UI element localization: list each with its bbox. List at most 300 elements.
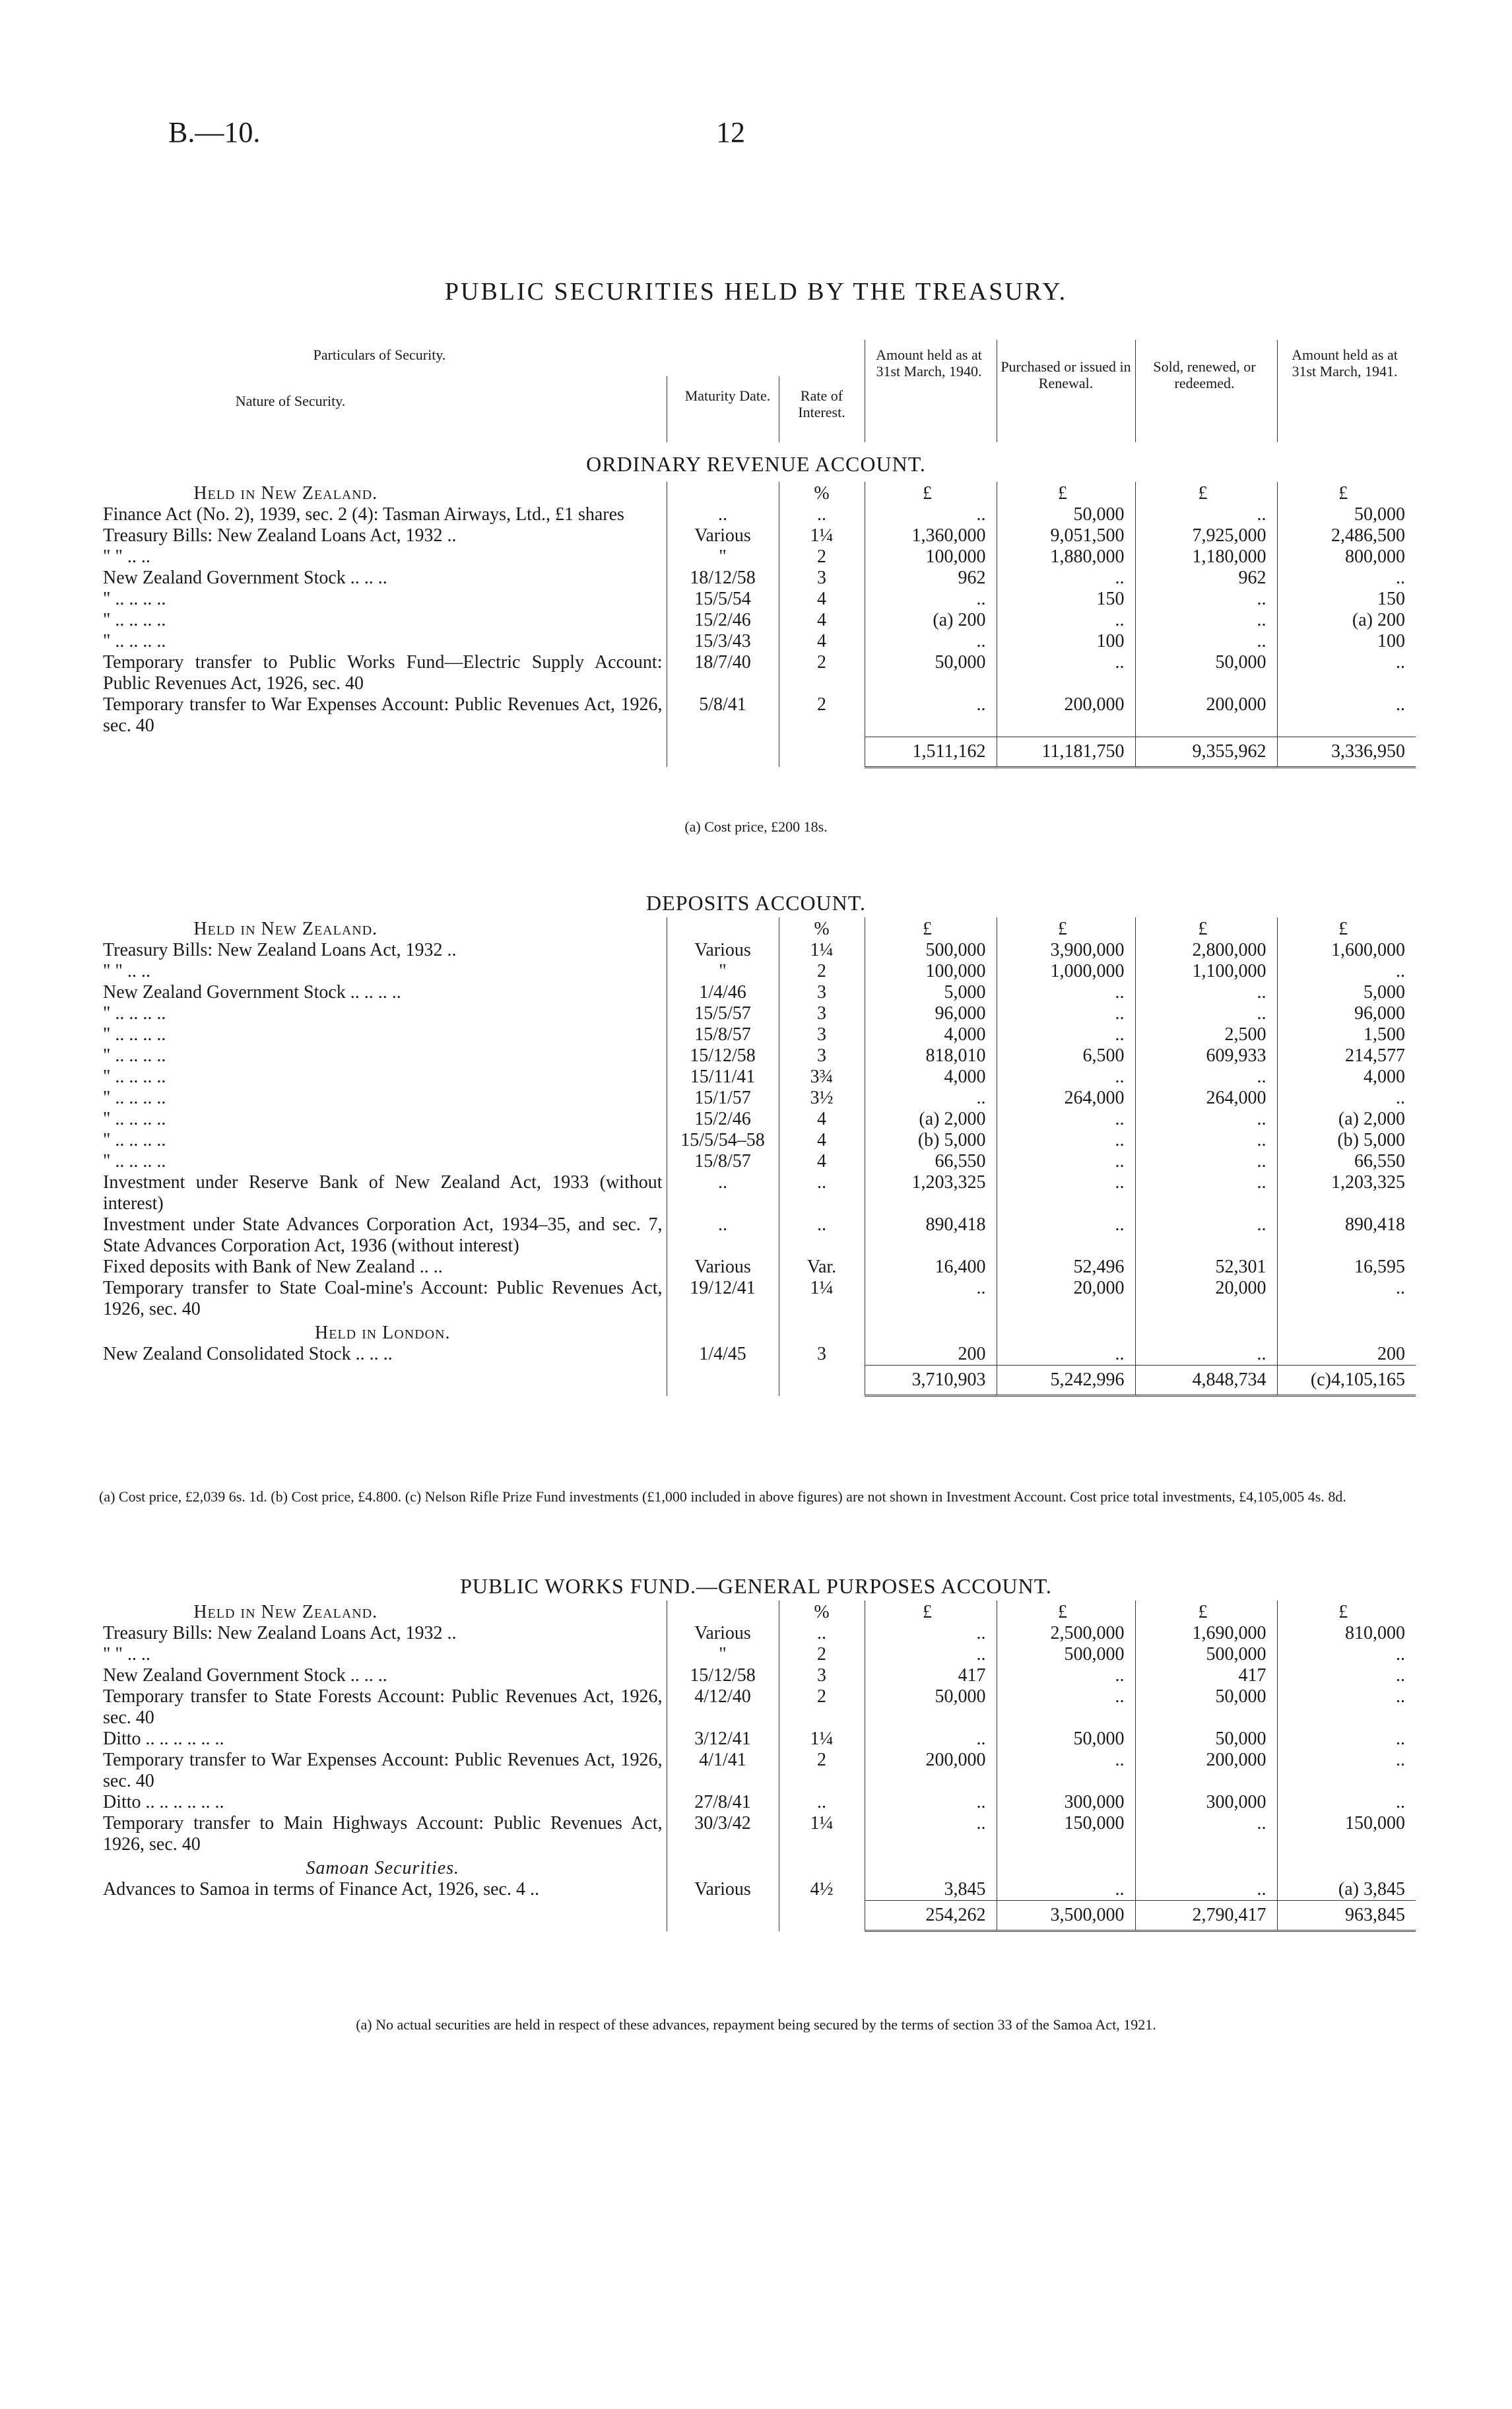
interest-rate: 3	[779, 1003, 865, 1024]
interest-rate: 3¾	[779, 1067, 865, 1088]
security-particulars: New Zealand Government Stock .. .. ..	[103, 1665, 387, 1686]
table-row	[99, 504, 1416, 525]
maturity-date: 1/4/46	[667, 982, 779, 1003]
interest-rate: 2	[779, 1686, 865, 1729]
ordinary-footnote: (a) Cost price, £200 18s.	[684, 818, 828, 835]
amount-purchased: ..	[997, 1003, 1135, 1024]
amount-purchased: 1,880,000	[997, 546, 1135, 568]
amount-held-1940: ..	[865, 1623, 997, 1644]
table-row	[99, 940, 1416, 961]
security-particulars: " .. .. .. ..	[103, 1024, 166, 1045]
amount-held-1941: ..	[1277, 1665, 1416, 1686]
maturity-date: 19/12/41	[667, 1278, 779, 1320]
security-particulars: Temporary transfer to State Coal-mine's Account: Public Revenues Act, 1926, sec. 40	[103, 1278, 663, 1319]
interest-rate: 3	[779, 1045, 865, 1067]
maturity-date: Various	[667, 1257, 779, 1278]
interest-rate: 4½	[779, 1879, 865, 1900]
amount-sold: 300,000	[1135, 1792, 1277, 1813]
maturity-date: ..	[667, 1214, 779, 1257]
amount-held-1940: ..	[865, 504, 997, 525]
amount-sold: 200,000	[1135, 694, 1277, 737]
maturity-date: 15/1/57	[667, 1088, 779, 1109]
deposits-footnote: (a) Cost price, £2,039 6s. 1d. (b) Cost price, £4.800. (c) Nelson Rifle Prize Fund investments (£1,000 included in above figures) are not shown in Investment Account. Cost price total investments, £4,105,005 4s. 8d.	[99, 1488, 1346, 1505]
amount-sold: ..	[1135, 982, 1277, 1003]
amount-held-1941: (a) 200	[1277, 610, 1416, 631]
total-amount: 3,336,950	[1277, 737, 1416, 767]
pound-symbol: £	[1277, 482, 1416, 504]
total-amount: 1,511,162	[865, 737, 997, 767]
column-headings	[99, 340, 1416, 446]
amount-held-1941: 800,000	[1277, 546, 1416, 568]
amount-sold: 1,100,000	[1135, 961, 1277, 982]
security-particulars: Treasury Bills: New Zealand Loans Act, 1932 ..	[103, 940, 457, 960]
amount-purchased: ..	[997, 568, 1135, 589]
amount-sold: ..	[1135, 1109, 1277, 1130]
amount-sold: ..	[1135, 1879, 1277, 1900]
page-title: PUBLIC SECURITIES HELD BY THE TREASURY.	[444, 278, 1068, 306]
amount-held-1940: 66,550	[865, 1151, 997, 1172]
table-row	[99, 1024, 1416, 1045]
pound-symbol: £	[1277, 917, 1416, 940]
held-in-london-heading-label: Held in London.	[314, 1323, 451, 1343]
amount-sold: 20,000	[1135, 1278, 1277, 1320]
samoan-securities-heading-label: Samoan Securities.	[306, 1858, 460, 1878]
security-particulars: " .. .. .. ..	[103, 1088, 166, 1108]
blank-cell	[865, 1855, 997, 1879]
maturity-date: 15/11/41	[667, 1067, 779, 1088]
blank-cell	[1135, 1855, 1277, 1879]
amount-held-1940: 96,000	[865, 1003, 997, 1024]
blank-cell	[779, 1366, 865, 1396]
table-row	[99, 1067, 1416, 1088]
amount-held-1941: 810,000	[1277, 1623, 1416, 1644]
blank-cell	[667, 482, 779, 504]
security-particulars: Ditto .. .. .. .. .. ..	[103, 1729, 224, 1749]
table-row	[99, 1623, 1416, 1644]
table-row	[99, 961, 1416, 982]
col-particulars: Particulars of Security.	[313, 346, 446, 363]
maturity-date: ..	[667, 1172, 779, 1214]
amount-held-1940: 890,418	[865, 1214, 997, 1257]
amount-sold: ..	[1135, 1214, 1277, 1257]
amount-sold: ..	[1135, 1067, 1277, 1088]
blank-cell	[779, 1855, 865, 1879]
security-particulars: Temporary transfer to Main Highways Account: Public Revenues Act, 1926, sec. 40	[103, 1813, 663, 1855]
total-amount: 5,242,996	[997, 1366, 1135, 1396]
table-row	[99, 568, 1416, 589]
interest-rate: 2	[779, 961, 865, 982]
amount-held-1941: (a) 3,845	[1277, 1879, 1416, 1900]
blank-cell	[779, 1320, 865, 1344]
blank-cell	[667, 737, 779, 767]
amount-purchased: 300,000	[997, 1792, 1135, 1813]
amount-held-1941: ..	[1277, 1088, 1416, 1109]
table-row	[99, 1686, 1416, 1729]
amount-held-1940: ..	[865, 1813, 997, 1855]
amount-held-1941: ..	[1277, 694, 1416, 737]
maturity-date: ..	[667, 504, 779, 525]
totals-row	[99, 737, 1416, 767]
interest-rate: ..	[779, 1172, 865, 1214]
maturity-date: 4/12/40	[667, 1686, 779, 1729]
amount-held-1941: 16,595	[1277, 1257, 1416, 1278]
percent-symbol: %	[779, 917, 865, 940]
amount-held-1940: ..	[865, 1644, 997, 1665]
security-particulars: Ditto .. .. .. .. .. ..	[103, 1792, 224, 1812]
page-header	[0, 116, 1512, 155]
security-particulars: " .. .. .. ..	[103, 1045, 166, 1066]
pound-symbol: £	[1135, 482, 1277, 504]
security-particulars: New Zealand Government Stock .. .. ..	[103, 568, 387, 588]
maturity-date: 15/5/54	[667, 589, 779, 610]
amount-sold: 417	[1135, 1665, 1277, 1686]
interest-rate: ..	[779, 1792, 865, 1813]
amount-held-1941: 100	[1277, 631, 1416, 652]
table-row	[99, 652, 1416, 694]
col-sold: Sold, renewed, or redeemed.	[1153, 358, 1256, 391]
interest-rate: 1¼	[779, 1278, 865, 1320]
amount-held-1940: 100,000	[865, 961, 997, 982]
amount-held-1940: 1,203,325	[865, 1172, 997, 1214]
amount-sold: 2,800,000	[1135, 940, 1277, 961]
table-row	[99, 1644, 1416, 1665]
amount-purchased: 50,000	[997, 1729, 1135, 1750]
maturity-date: 15/2/46	[667, 1109, 779, 1130]
security-particulars: Investment under Reserve Bank of New Zealand Act, 1933 (without interest)	[103, 1172, 663, 1214]
amount-held-1941: ..	[1277, 1792, 1416, 1813]
table-row	[99, 525, 1416, 546]
table-row	[99, 1344, 1416, 1365]
security-particulars: Finance Act (No. 2), 1939, sec. 2 (4): Tasman Airways, Ltd., £1 shares	[103, 504, 624, 525]
maturity-date: Various	[667, 1879, 779, 1900]
amount-sold: 52,301	[1135, 1257, 1277, 1278]
interest-rate: 4	[779, 1109, 865, 1130]
held-in-heading: Held in New Zealand.	[193, 1602, 378, 1622]
table-row	[99, 1003, 1416, 1024]
amount-sold: 7,925,000	[1135, 525, 1277, 546]
security-particulars: Temporary transfer to War Expenses Account: Public Revenues Act, 1926, sec. 40	[103, 1750, 663, 1791]
amount-purchased: 20,000	[997, 1278, 1135, 1320]
amount-held-1940: 3,845	[865, 1879, 997, 1900]
maturity-date: 15/8/57	[667, 1024, 779, 1045]
amount-purchased: 3,900,000	[997, 940, 1135, 961]
amount-sold: ..	[1135, 610, 1277, 631]
table-row	[99, 1750, 1416, 1792]
interest-rate: 4	[779, 1130, 865, 1151]
amount-purchased: ..	[997, 1024, 1135, 1045]
security-particulars: Temporary transfer to Public Works Fund—Electric Supply Account: Public Revenues Act, 1926, sec. 40	[103, 652, 663, 694]
pound-symbol: £	[1135, 1600, 1277, 1623]
amount-held-1941: ..	[1277, 1686, 1416, 1729]
amount-purchased: ..	[997, 1067, 1135, 1088]
interest-rate: 3	[779, 1024, 865, 1045]
security-particulars: Treasury Bills: New Zealand Loans Act, 1932 ..	[103, 525, 457, 546]
col-purchased: Purchased or issued in Renewal.	[1001, 358, 1131, 391]
col-held-1940: Amount held as at 31st March, 1940.	[876, 346, 982, 380]
total-amount: 3,500,000	[997, 1901, 1135, 1931]
amount-sold: 50,000	[1135, 1729, 1277, 1750]
amount-purchased: 1,000,000	[997, 961, 1135, 982]
amount-sold: 50,000	[1135, 652, 1277, 694]
amount-purchased: 150,000	[997, 1813, 1135, 1855]
amount-purchased: 50,000	[997, 504, 1135, 525]
blank-cell	[1135, 1320, 1277, 1344]
amount-sold: ..	[1135, 1130, 1277, 1151]
interest-rate: 3	[779, 1665, 865, 1686]
interest-rate: 1¼	[779, 1729, 865, 1750]
interest-rate: Var.	[779, 1257, 865, 1278]
amount-held-1941: 150,000	[1277, 1813, 1416, 1855]
amount-sold: 1,180,000	[1135, 546, 1277, 568]
amount-held-1940: ..	[865, 589, 997, 610]
security-particulars: " " .. ..	[103, 546, 150, 567]
amount-held-1940: ..	[865, 694, 997, 737]
amount-held-1941: ..	[1277, 1278, 1416, 1320]
table-row	[99, 610, 1416, 631]
blank-cell	[865, 1320, 997, 1344]
amount-sold: ..	[1135, 1151, 1277, 1172]
amount-held-1941: 890,418	[1277, 1214, 1416, 1257]
security-particulars: New Zealand Government Stock .. .. .. ..	[103, 982, 401, 1003]
security-particulars: " .. .. .. ..	[103, 610, 166, 630]
security-particulars: New Zealand Consolidated Stock .. .. ..	[103, 1344, 393, 1364]
table-row	[99, 1151, 1416, 1172]
amount-sold: 500,000	[1135, 1644, 1277, 1665]
amount-sold: ..	[1135, 1003, 1277, 1024]
amount-purchased: ..	[997, 1151, 1135, 1172]
security-particulars: " " .. ..	[103, 1644, 150, 1665]
percent-symbol: %	[779, 1600, 865, 1623]
pound-symbol: £	[997, 1600, 1135, 1623]
amount-held-1940: 417	[865, 1665, 997, 1686]
amount-purchased: 9,051,500	[997, 525, 1135, 546]
security-particulars: " .. .. .. ..	[103, 589, 166, 609]
interest-rate: 3	[779, 982, 865, 1003]
maturity-date: 27/8/41	[667, 1792, 779, 1813]
maturity-date: "	[667, 1644, 779, 1665]
security-particulars: Fixed deposits with Bank of New Zealand .. ..	[103, 1257, 443, 1277]
pound-symbol: £	[1277, 1600, 1416, 1623]
amount-held-1940: 500,000	[865, 940, 997, 961]
maturity-date: 15/2/46	[667, 610, 779, 631]
amount-held-1940: 200	[865, 1344, 997, 1365]
security-particulars: Temporary transfer to State Forests Account: Public Revenues Act, 1926, sec. 40	[103, 1686, 663, 1728]
maturity-date: "	[667, 546, 779, 568]
pound-symbol: £	[1135, 917, 1277, 940]
amount-sold: ..	[1135, 1172, 1277, 1214]
amount-held-1940: (a) 200	[865, 610, 997, 631]
amount-sold: 50,000	[1135, 1686, 1277, 1729]
security-particulars: Temporary transfer to War Expenses Account: Public Revenues Act, 1926, sec. 40	[103, 694, 663, 736]
amount-held-1941: 1,203,325	[1277, 1172, 1416, 1214]
security-particulars: " .. .. .. ..	[103, 1151, 166, 1172]
blank-cell	[667, 1366, 779, 1396]
amount-held-1940: ..	[865, 1792, 997, 1813]
security-particulars: " .. .. .. ..	[103, 1067, 166, 1087]
maturity-date: Various	[667, 1623, 779, 1644]
security-particulars: Advances to Samoa in terms of Finance Act, 1926, sec. 4 ..	[103, 1879, 539, 1899]
amount-held-1941: ..	[1277, 961, 1416, 982]
interest-rate: 2	[779, 1750, 865, 1792]
amount-held-1941: ..	[1277, 1729, 1416, 1750]
amount-purchased: 200,000	[997, 694, 1135, 737]
security-particulars: Investment under State Advances Corporation Act, 1934–35, and sec. 7, State Advances Corporation Act, 1936 (without interest)	[103, 1214, 663, 1256]
col-held-1941: Amount held as at 31st March, 1941.	[1292, 346, 1398, 380]
amount-held-1940: 4,000	[865, 1024, 997, 1045]
amount-held-1940: ..	[865, 631, 997, 652]
amount-sold: 200,000	[1135, 1750, 1277, 1792]
amount-held-1941: ..	[1277, 1750, 1416, 1792]
amount-held-1940: 1,360,000	[865, 525, 997, 546]
amount-held-1941: 2,486,500	[1277, 525, 1416, 546]
interest-rate: 2	[779, 1644, 865, 1665]
amount-purchased: ..	[997, 1750, 1135, 1792]
blank-cell	[667, 1600, 779, 1623]
table-row	[99, 546, 1416, 568]
percent-symbol: %	[779, 482, 865, 504]
amount-held-1940: ..	[865, 1729, 997, 1750]
page-number: 12	[716, 116, 745, 148]
maturity-date: 18/12/58	[667, 568, 779, 589]
interest-rate: 2	[779, 652, 865, 694]
table-row	[99, 1045, 1416, 1067]
pound-symbol: £	[865, 917, 997, 940]
amount-held-1941: (a) 2,000	[1277, 1109, 1416, 1130]
amount-held-1941: 214,577	[1277, 1045, 1416, 1067]
blank-cell	[997, 1320, 1135, 1344]
maturity-date: Various	[667, 940, 779, 961]
interest-rate: 3	[779, 1344, 865, 1365]
totals-row	[99, 1901, 1416, 1931]
amount-held-1941: 200	[1277, 1344, 1416, 1365]
held-in-heading: Held in New Zealand.	[193, 483, 378, 504]
amount-sold: 1,690,000	[1135, 1623, 1277, 1644]
amount-held-1940: 962	[865, 568, 997, 589]
maturity-date: 15/5/57	[667, 1003, 779, 1024]
amount-held-1940: 100,000	[865, 546, 997, 568]
amount-held-1941: ..	[1277, 568, 1416, 589]
unit-symbol-row	[99, 917, 1416, 940]
maturity-date: 4/1/41	[667, 1750, 779, 1792]
blank-cell	[1277, 1855, 1416, 1879]
maturity-date: 1/4/45	[667, 1344, 779, 1365]
amount-held-1940: 200,000	[865, 1750, 997, 1792]
table-row	[99, 1792, 1416, 1813]
unit-symbol-row	[99, 1600, 1416, 1623]
total-amount: 963,845	[1277, 1901, 1416, 1931]
table-row	[99, 1172, 1416, 1214]
ordinary-revenue-table	[99, 482, 1416, 768]
col-nature: Nature of Security.	[235, 393, 346, 409]
amount-purchased: ..	[997, 1344, 1135, 1365]
samoan-securities-heading	[99, 1855, 1416, 1879]
amount-purchased: ..	[997, 1665, 1135, 1686]
interest-rate: 4	[779, 610, 865, 631]
blank-cell	[667, 1320, 779, 1344]
amount-purchased: ..	[997, 610, 1135, 631]
amount-sold: 264,000	[1135, 1088, 1277, 1109]
public-works-title: PUBLIC WORKS FUND.—GENERAL PURPOSES ACCOUNT.	[460, 1574, 1052, 1598]
amount-held-1940: ..	[865, 1088, 997, 1109]
total-amount: 9,355,962	[1135, 737, 1277, 767]
blank-cell	[99, 1366, 667, 1396]
public-works-footnote: (a) No actual securities are held in respect of these advances, repayment being secured by the terms of section 33 of the Samoa Act, 1921.	[356, 2016, 1156, 2033]
amount-purchased: 264,000	[997, 1088, 1135, 1109]
held-in-heading: Held in New Zealand.	[193, 919, 378, 939]
maturity-date: "	[667, 961, 779, 982]
amount-purchased: 500,000	[997, 1644, 1135, 1665]
amount-held-1940: 50,000	[865, 1686, 997, 1729]
security-particulars: " " .. ..	[103, 961, 150, 981]
interest-rate: 1¼	[779, 940, 865, 961]
amount-held-1941: 66,550	[1277, 1151, 1416, 1172]
amount-sold: ..	[1135, 504, 1277, 525]
table-row	[99, 694, 1416, 737]
blank-cell	[1277, 1320, 1416, 1344]
amount-sold: 2,500	[1135, 1024, 1277, 1045]
interest-rate: ..	[779, 1214, 865, 1257]
amount-purchased: ..	[997, 652, 1135, 694]
security-particulars: Treasury Bills: New Zealand Loans Act, 1932 ..	[103, 1623, 457, 1643]
maturity-date: 15/8/57	[667, 1151, 779, 1172]
ordinary-revenue-title: ORDINARY REVENUE ACCOUNT.	[586, 452, 926, 476]
blank-cell	[667, 1901, 779, 1931]
amount-purchased: ..	[997, 1214, 1135, 1257]
security-particulars: " .. .. .. ..	[103, 1109, 166, 1129]
interest-rate: 4	[779, 1151, 865, 1172]
amount-purchased: ..	[997, 1172, 1135, 1214]
amount-purchased: ..	[997, 1686, 1135, 1729]
pound-symbol: £	[997, 482, 1135, 504]
amount-purchased: 150	[997, 589, 1135, 610]
total-amount: 3,710,903	[865, 1366, 997, 1396]
table-row	[99, 1109, 1416, 1130]
amount-purchased: 52,496	[997, 1257, 1135, 1278]
table-row	[99, 1088, 1416, 1109]
amount-purchased: ..	[997, 1109, 1135, 1130]
total-amount: 4,848,734	[1135, 1366, 1277, 1396]
amount-held-1940: (a) 2,000	[865, 1109, 997, 1130]
table-row	[99, 1278, 1416, 1320]
table-row	[99, 1130, 1416, 1151]
total-amount: (c)4,105,165	[1277, 1366, 1416, 1396]
amount-held-1940: (b) 5,000	[865, 1130, 997, 1151]
maturity-date: 18/7/40	[667, 652, 779, 694]
deposits-title: DEPOSITS ACCOUNT.	[646, 891, 866, 915]
table-row	[99, 631, 1416, 652]
amount-sold: ..	[1135, 631, 1277, 652]
amount-held-1940: 5,000	[865, 982, 997, 1003]
maturity-date: 5/8/41	[667, 694, 779, 737]
total-amount: 254,262	[865, 1901, 997, 1931]
blank-cell	[667, 1855, 779, 1879]
amount-purchased: ..	[997, 1879, 1135, 1900]
amount-sold: 962	[1135, 568, 1277, 589]
pound-symbol: £	[865, 482, 997, 504]
security-particulars: " .. .. .. ..	[103, 1003, 166, 1024]
public-works-table	[99, 1600, 1416, 1932]
col-rate: Rate of Interest.	[798, 387, 845, 420]
interest-rate: ..	[779, 504, 865, 525]
table-row	[99, 1665, 1416, 1686]
interest-rate: ..	[779, 1623, 865, 1644]
amount-held-1941: 50,000	[1277, 504, 1416, 525]
amount-held-1941: 1,600,000	[1277, 940, 1416, 961]
amount-purchased: ..	[997, 982, 1135, 1003]
amount-held-1940: 16,400	[865, 1257, 997, 1278]
totals-row	[99, 1366, 1416, 1396]
interest-rate: 3	[779, 568, 865, 589]
